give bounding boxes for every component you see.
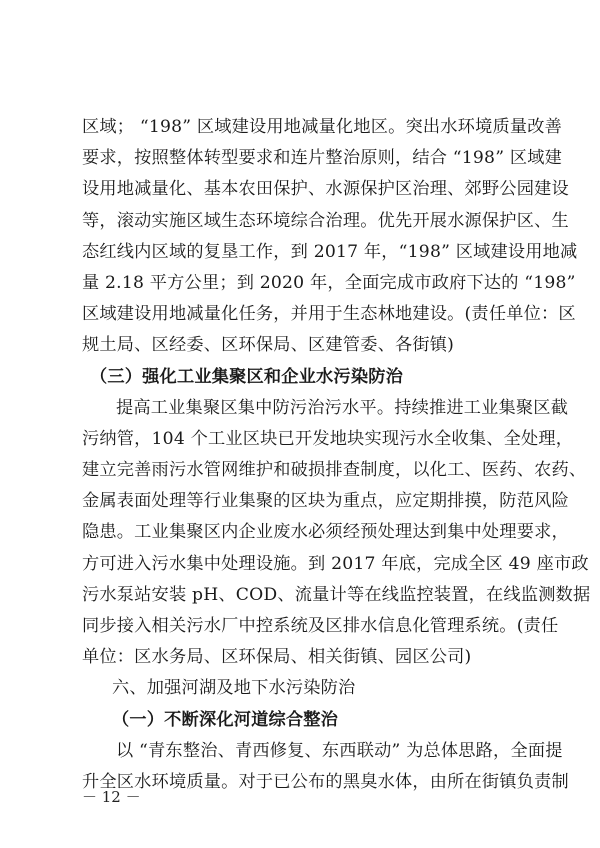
- text-line: 量 2.18 平方公里；到 2020 年，全面完成市政府下达的 “198”: [82, 272, 576, 293]
- text-line: 隐患。工业集聚区内企业废水必须经预处理达到集中处理要求，: [82, 522, 569, 543]
- paragraph-3: [82, 736, 569, 798]
- section-heading-3: （三）强化工业集聚区和企业水污染防治: [90, 366, 403, 387]
- text-line: 态红线内区域的复垦工作，到 2017 年，“198” 区域建设用地减: [82, 241, 578, 262]
- text-line: 单位：区水务局、区环保局、相关街镇、园区公司): [82, 647, 472, 668]
- page-number: － 12 －: [82, 788, 141, 806]
- text-line: 金属表面处理等行业集聚的区块为重点，应定期排摸，防范风险: [82, 491, 569, 512]
- text-line: 等，滚动实施区域生态环境综合治理。优先开展水源保护区、生: [82, 210, 569, 231]
- text-line: 提高工业集聚区集中防污治污水平。持续推进工业集聚区截: [116, 397, 569, 418]
- text-line: 污纳管，104 个工业区块已开发地块实现污水全收集、全处理，: [82, 428, 574, 449]
- text-line: 建立完善雨污水管网维护和破损排查制度，以化工、医药、农药、: [82, 460, 587, 481]
- text-line: 同步接入相关污水厂中控系统及区排水信息化管理系统。(责任: [82, 616, 559, 636]
- text-line: 设用地减量化、基本农田保护、水源保护区治理、郊野公园建设: [82, 179, 569, 200]
- text-line: 区域； “198” 区域建设用地减量化地区。突出水环境质量改善: [82, 117, 563, 137]
- text-line: 方可进入污水集中处理设施。到 2017 年底，完成全区 49 座市政: [82, 553, 589, 574]
- text-line: 以 “青东整治、青西修复、东西联动” 为总体思路，全面提: [116, 740, 563, 761]
- paragraph-2: [82, 393, 591, 674]
- text-line: 污水泵站安装 pH、COD、流量计等在线监控装置，在线监测数据: [82, 584, 591, 605]
- paragraph-1: [82, 112, 578, 362]
- text-line: 升全区水环境质量。对于已公布的黑臭水体，由所在街镇负责制: [82, 771, 569, 792]
- document-body: [82, 112, 591, 798]
- text-line: 规土局、区经委、区环保局、区建管委、各街镇): [82, 335, 455, 356]
- text-line: 要求，按照整体转型要求和连片整治原则，结合 “198” 区域建: [82, 148, 563, 169]
- section-heading-1: （一）不断深化河道综合整治: [112, 709, 339, 730]
- text-line: 区域建设用地减量化任务，并用于生态林地建设。(责任单位：区: [82, 304, 576, 325]
- chapter-heading-6: 六、加强河湖及地下水污染防治: [112, 678, 356, 699]
